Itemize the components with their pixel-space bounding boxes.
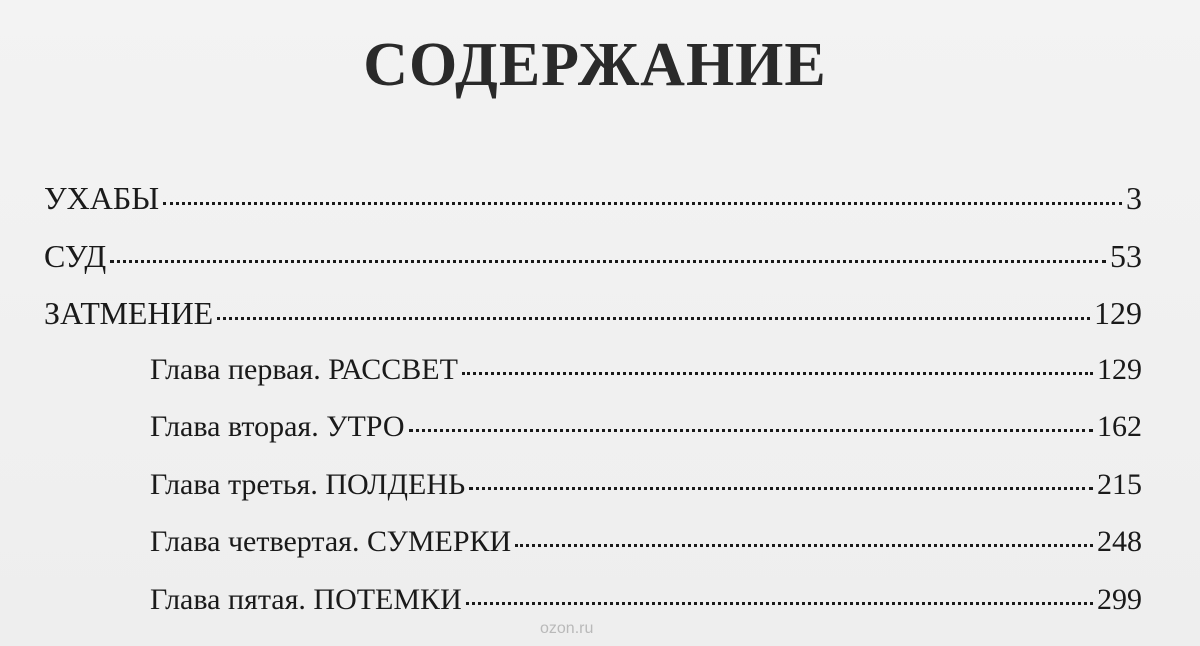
toc-subentry-title: Глава четвертая. СУМЕРКИ [150, 525, 512, 558]
toc-entry [44, 182, 1142, 240]
toc-subentry [44, 352, 1142, 413]
toc-subentry-page: 299 [1097, 582, 1142, 616]
toc-subentry-page: 215 [1097, 467, 1142, 501]
toc-subentry-page: 129 [1097, 352, 1142, 386]
toc-entry-page: 3 [1126, 180, 1142, 216]
toc-entry-title: УХАБЫ [44, 180, 160, 216]
page-title: СОДЕРЖАНИЕ [363, 31, 827, 99]
watermark: ozon.ru [540, 620, 594, 637]
toc-subentry-title: Глава третья. ПОЛДЕНЬ [150, 467, 466, 501]
dot-leader [515, 544, 1093, 547]
toc-entry [44, 237, 1142, 298]
dot-leader [217, 317, 1090, 320]
toc-subentry [44, 412, 1142, 470]
toc-subentry-page: 162 [1097, 410, 1142, 443]
dot-leader [110, 260, 1106, 263]
toc-entry-page: 129 [1094, 295, 1142, 331]
toc-entry-page: 53 [1110, 237, 1142, 274]
toc-subentry-title: Глава пятая. ПОТЕМКИ [150, 582, 462, 616]
toc-subentry-page: 248 [1097, 525, 1142, 558]
dot-leader [462, 372, 1093, 375]
toc-entry [44, 297, 1142, 355]
dot-leader [466, 602, 1093, 605]
toc-subentry [44, 467, 1142, 528]
toc-subentry [44, 527, 1142, 585]
table-of-contents [44, 182, 1142, 642]
toc-subentry-title: Глава первая. РАССВЕТ [150, 352, 458, 386]
dot-leader [409, 429, 1094, 432]
dot-leader [163, 202, 1122, 205]
toc-entry-title: СУД [44, 237, 107, 274]
dot-leader [469, 487, 1093, 490]
toc-entry-title: ЗАТМЕНИЕ [44, 295, 214, 331]
toc-subentry-title: Глава вторая. УТРО [150, 410, 405, 443]
